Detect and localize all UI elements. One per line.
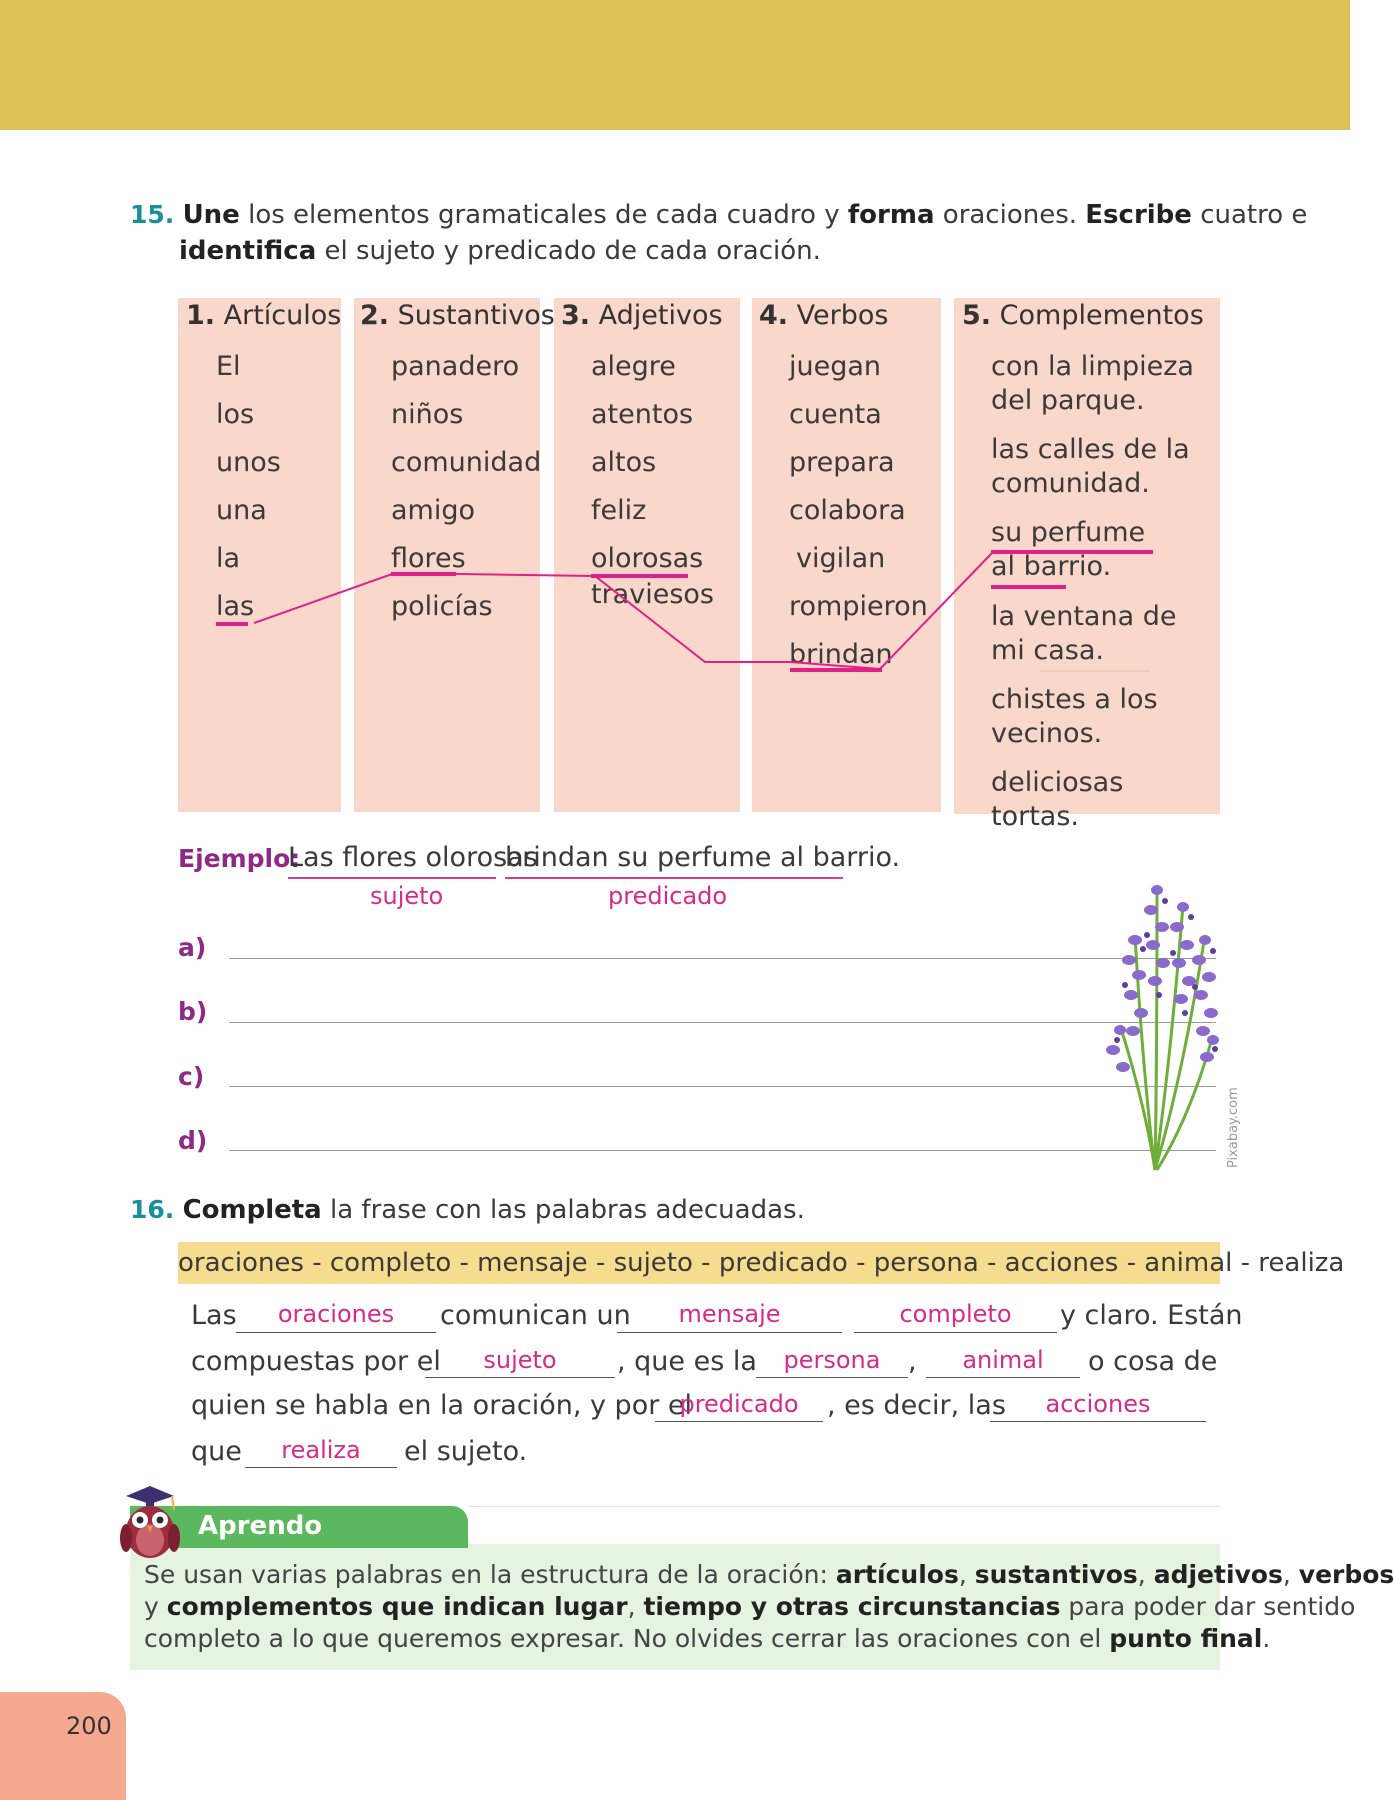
word-item: con la limpieza del parque.	[991, 351, 1194, 416]
word-item: panadero	[391, 351, 520, 382]
word-item: la	[216, 543, 241, 574]
word-item: rompieron	[789, 591, 928, 622]
word-item: unos	[216, 447, 281, 478]
blank-answer[interactable]: acciones	[1045, 1390, 1151, 1418]
answer-label: a)	[178, 933, 207, 962]
word-item-selected: su perfume al barrio.	[991, 517, 1146, 582]
word-item: El	[216, 351, 241, 382]
exercise-number: 16.	[130, 1195, 175, 1224]
blank-answer[interactable]: oraciones	[277, 1300, 395, 1328]
sentence-text: quien se habla en la oración, y por el	[191, 1390, 693, 1421]
word-item: los	[216, 399, 255, 430]
blank-line	[425, 1377, 615, 1378]
blank-answer[interactable]: predicado	[679, 1390, 799, 1418]
answer-line-d[interactable]	[229, 1150, 1216, 1151]
exercise-16-instruction: 16. Completa la frase con las palabras adecuadas.	[130, 1195, 805, 1225]
word-item: feliz	[591, 495, 647, 526]
exercise-number: 15.	[130, 200, 175, 229]
image-credit: Pixabay.com	[1226, 1087, 1241, 1168]
column-header: 1. Artículos	[186, 300, 342, 331]
word-item: prepara	[789, 447, 895, 478]
word-item: las calles de la comunidad.	[991, 434, 1190, 499]
blank-line	[236, 1332, 436, 1333]
word-item: colabora	[789, 495, 906, 526]
blank-line	[655, 1421, 823, 1422]
subject-underline	[288, 877, 496, 879]
word-item: traviesos	[591, 579, 714, 610]
blank-line	[617, 1332, 842, 1333]
page-number-tab	[0, 1692, 126, 1800]
sentence-text: comunican un	[440, 1300, 631, 1331]
blank-answer[interactable]: realiza	[281, 1436, 361, 1464]
column-header: 3. Adjetivos	[561, 300, 723, 331]
sentence-text: y claro. Están	[1060, 1300, 1243, 1331]
divider	[468, 1506, 1220, 1507]
sentence-text: , que es la	[617, 1346, 757, 1377]
sentence-text: , es decir, las	[827, 1390, 1006, 1421]
answer-line-a[interactable]	[229, 958, 1216, 959]
blank-line	[926, 1377, 1080, 1378]
answer-label: d)	[178, 1126, 208, 1155]
column-header: 4. Verbos	[759, 300, 889, 331]
page-number: 200	[66, 1712, 112, 1740]
word-item: chistes a los vecinos.	[991, 684, 1158, 749]
blank-answer[interactable]: animal	[962, 1346, 1044, 1374]
word-item: vigilan	[796, 543, 886, 574]
exercise-15-instruction: 15. Une los elementos gramaticales de cada cuadro y forma oraciones. Escribe cuatro e identifica el sujeto y predicado de cada oración.	[130, 200, 1308, 266]
example-predicate: brindan su perfume al barrio.	[505, 842, 901, 873]
sentence-text: Las	[191, 1300, 237, 1331]
blank-answer[interactable]: persona	[783, 1346, 881, 1374]
example-subject: Las flores olorosas	[288, 842, 538, 873]
blank-answer[interactable]: completo	[899, 1300, 1012, 1328]
example-label: Ejemplo:	[178, 844, 301, 873]
predicate-underline	[505, 877, 843, 879]
word-item: altos	[591, 447, 657, 478]
word-item: amigo	[391, 495, 476, 526]
answer-label: b)	[178, 997, 208, 1026]
sentence-text: o cosa de	[1088, 1346, 1218, 1377]
answer-line-c[interactable]	[229, 1086, 1216, 1087]
word-item-selected: las	[216, 591, 255, 622]
blank-answer[interactable]: sujeto	[483, 1346, 557, 1374]
aprendo-title: Aprendo	[198, 1511, 323, 1541]
word-item: juegan	[789, 351, 882, 382]
word-item-selected: flores	[391, 543, 466, 574]
word-item: niños	[391, 399, 464, 430]
word-item-selected: brindan	[789, 639, 893, 670]
sentence-text: el sujeto.	[404, 1436, 528, 1467]
subject-label: sujeto	[370, 882, 444, 910]
sentence-text: que	[191, 1436, 242, 1467]
column-header: 2. Sustantivos	[360, 300, 555, 331]
lavender-image	[1095, 845, 1235, 1175]
aprendo-text: Se usan varias palabras en la estructura de la oración: artículos, sustantivos, adjetivos, verbos y complementos que indican lugar, tiempo y otras circunstancias para poder dar sentido completo a lo que queremos expresar. No olvides cerrar las oraciones con el punto final.	[144, 1560, 1394, 1653]
answer-line-b[interactable]	[229, 1022, 1216, 1023]
word-item: alegre	[591, 351, 676, 382]
word-bank: oraciones - completo - mensaje - sujeto - predicado - persona - acciones - animal - realiza	[178, 1242, 1220, 1284]
blank-line	[990, 1421, 1206, 1422]
blank-line	[854, 1332, 1057, 1333]
word-item-selected: olorosas	[591, 543, 704, 574]
predicate-label: predicado	[608, 882, 728, 910]
connector-line	[254, 553, 992, 669]
word-item: una	[216, 495, 267, 526]
sentence-text: ,	[908, 1346, 917, 1377]
word-item: la ventana de mi casa.	[991, 601, 1177, 666]
owl-icon	[112, 1482, 188, 1562]
blank-answer[interactable]: mensaje	[678, 1300, 781, 1328]
word-item: policías	[391, 591, 493, 622]
blank-line	[245, 1467, 397, 1468]
word-item: deliciosas tortas.	[991, 767, 1124, 832]
word-item: cuenta	[789, 399, 882, 430]
word-item: atentos	[591, 399, 694, 430]
answer-label: c)	[178, 1062, 205, 1091]
word-item: comunidad	[391, 447, 542, 478]
connection-lines	[0, 0, 1350, 820]
sentence-text: compuestas por el	[191, 1346, 441, 1377]
column-header: 5. Complementos	[962, 300, 1204, 331]
blank-line	[756, 1377, 908, 1378]
